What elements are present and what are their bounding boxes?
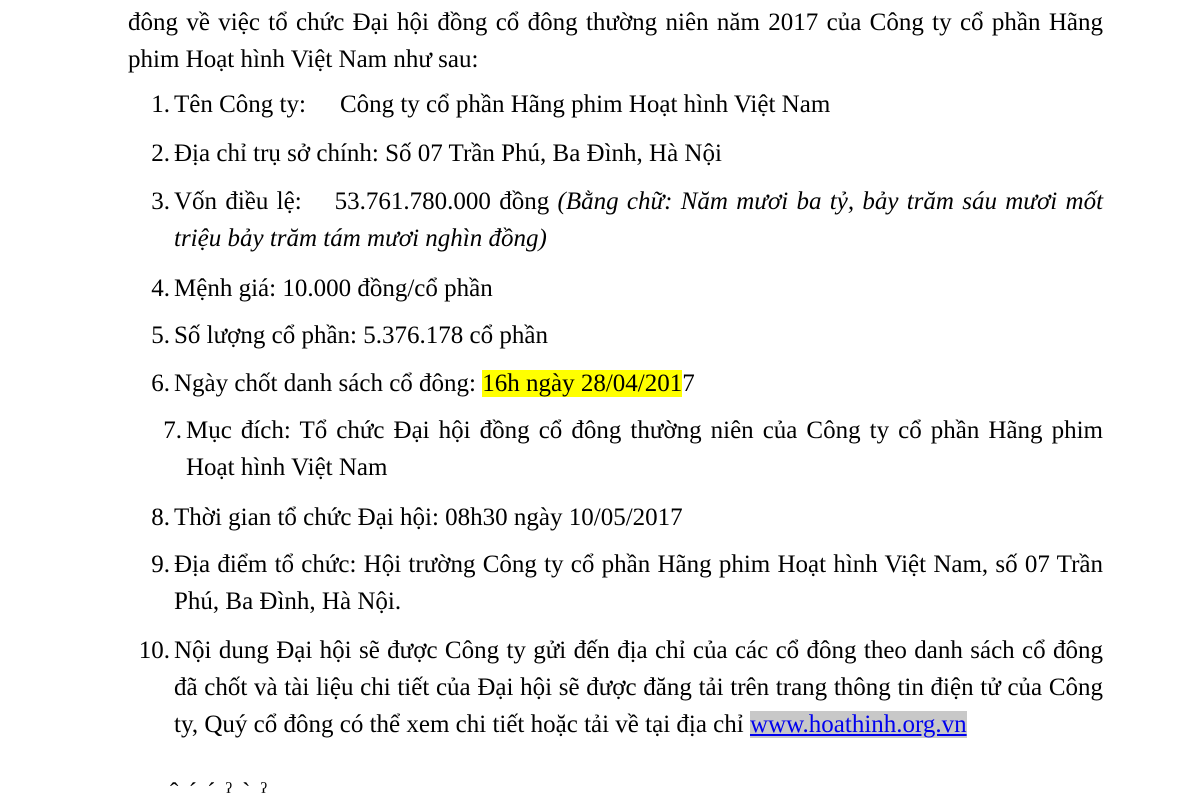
item-content — [174, 365, 1103, 402]
highlighted-date: 16h ngày 28/04/201 — [482, 370, 683, 397]
item-text: Địa điểm tổ chức: Hội trường Công ty cổ phần Hãng phim Hoạt hình Việt Nam, số 07 Trần Phú, Ba Đình, Hà Nội. — [174, 551, 1103, 615]
item-value: Công ty cổ phần Hãng phim Hoạt hình Việt Nam — [339, 91, 831, 118]
item-text: Số lượng cổ phần: 5.376.178 cổ phần — [174, 322, 548, 349]
item-text: Thời gian tổ chức Đại hội: 08h30 ngày 10/05/2017 — [174, 504, 683, 531]
item-number: 8. — [151, 504, 170, 531]
cut-off-next-line: ˆ ˊ ˊ ˀ ˋ ˀ — [170, 779, 269, 806]
item-note: (Bằng chữ: Năm mươi ba tỷ, bảy trăm sáu mươi mốt triệu bảy trăm tám mươi nghìn đồng) — [174, 188, 1104, 252]
item-content — [174, 183, 1103, 257]
item-number: 4. — [151, 275, 170, 302]
item-value: 53.761.780.000 đồng — [334, 188, 550, 215]
item-text: Địa chỉ trụ sở chính: Số 07 Trần Phú, Ba Đình, Hà Nội — [174, 140, 722, 167]
item-number: 1. — [151, 91, 170, 118]
intro-line-2: Hãng phim Hoạt hình Việt Nam như sau: — [128, 9, 1103, 73]
intro-line-1: đông về việc tổ chức Đại hội đồng cổ đông thường niên năm 2017 của Công ty cổ phần — [128, 9, 1041, 36]
website-link[interactable]: www.hoathinh.org.vn — [749, 711, 967, 738]
item-label: Ngày chốt danh sách cổ đông: — [174, 370, 477, 397]
item-content — [174, 632, 1103, 743]
item-text: Mệnh giá: 10.000 đồng/cổ phần — [174, 275, 493, 302]
item-number: 9. — [151, 551, 170, 578]
item-number: 6. — [151, 370, 170, 397]
item-label: Vốn điều lệ: — [174, 188, 302, 215]
item-number: 7. — [163, 417, 182, 444]
item-number: 3. — [151, 188, 170, 215]
item-text: Nội dung Đại hội sẽ được Công ty gửi đến địa chỉ của các cổ đông theo danh sách cổ đông đã chốt và tài liệu chi tiết của Đại hội sẽ được đăng tải trên trang thông tin điện tử của Công ty, Quý cổ đông có thể xem chi tiết hoặc tải về tại địa chỉ — [174, 637, 1103, 738]
intro-paragraph — [128, 4, 1103, 78]
item-number: 10. — [138, 637, 170, 664]
item-content — [174, 86, 1103, 123]
item-number: 5. — [151, 322, 170, 349]
item-text: Mục đích: Tổ chức Đại hội đồng cổ đông thường niên của Công ty cổ phần Hãng phim Hoạt hình Việt Nam — [186, 417, 1103, 481]
item-number: 2. — [151, 140, 170, 167]
highlight-remainder: 7 — [682, 370, 695, 397]
item-label: Tên Công ty: — [174, 91, 306, 118]
